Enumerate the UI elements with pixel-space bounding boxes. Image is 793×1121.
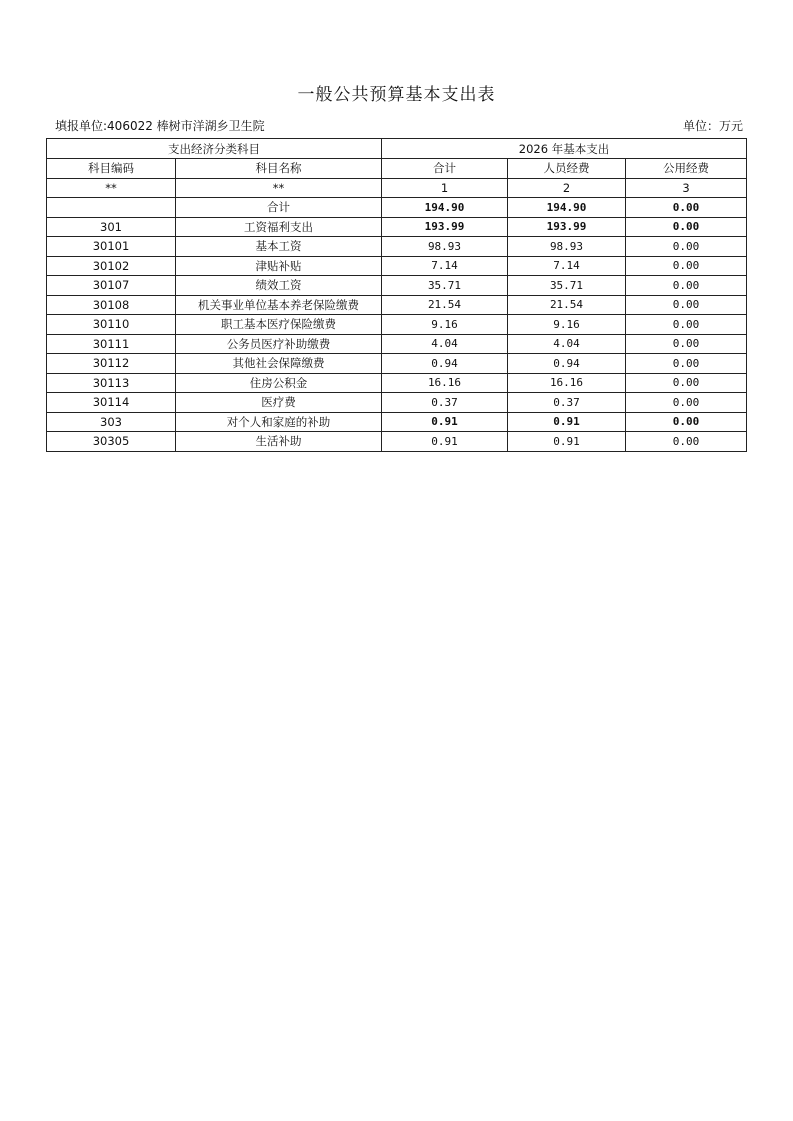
cell-personnel: 21.54 xyxy=(508,295,626,315)
cell-personnel: 16.16 xyxy=(508,373,626,393)
budget-table xyxy=(46,138,747,452)
cell-personnel: 35.71 xyxy=(508,276,626,296)
cell-total: 193.99 xyxy=(382,217,508,237)
cell-public: 0.00 xyxy=(626,295,747,315)
cell-total: 21.54 xyxy=(382,295,508,315)
cell-code: 30101 xyxy=(47,237,176,257)
cell-total: 7.14 xyxy=(382,256,508,276)
table-row xyxy=(47,412,747,432)
column-header-total: 合计 xyxy=(382,159,508,179)
cell-public: 0.00 xyxy=(626,334,747,354)
cell-public: 0.00 xyxy=(626,373,747,393)
cell-total: 4.04 xyxy=(382,334,508,354)
cell-code: 30112 xyxy=(47,354,176,374)
table-row xyxy=(47,373,747,393)
table-row xyxy=(47,256,747,276)
table-row xyxy=(47,354,747,374)
cell-personnel: 4.04 xyxy=(508,334,626,354)
cell-name: 其他社会保障缴费 xyxy=(176,354,382,374)
page-title: 一般公共预算基本支出表 xyxy=(297,85,496,105)
column-header-name: 科目名称 xyxy=(176,159,382,179)
cell-personnel: 7.14 xyxy=(508,256,626,276)
group-header-basic-expenditure: 2026 年基本支出 xyxy=(382,139,747,159)
index-name: ** xyxy=(176,178,382,198)
table-row xyxy=(47,237,747,257)
cell-total: 194.90 xyxy=(382,198,508,218)
cell-personnel: 0.91 xyxy=(508,432,626,452)
reporting-unit: 填报单位:406022 棒树市洋湖乡卫生院 xyxy=(55,119,265,133)
cell-code: 30114 xyxy=(47,393,176,413)
currency-unit: 单位：万元 xyxy=(682,119,743,133)
column-header-personnel: 人员经费 xyxy=(508,159,626,179)
cell-name: 工资福利支出 xyxy=(176,217,382,237)
cell-name: 公务员医疗补助缴费 xyxy=(176,334,382,354)
cell-personnel: 0.94 xyxy=(508,354,626,374)
index-total: 1 xyxy=(382,178,508,198)
cell-code: 301 xyxy=(47,217,176,237)
cell-public: 0.00 xyxy=(626,276,747,296)
cell-name: 基本工资 xyxy=(176,237,382,257)
cell-code: 30107 xyxy=(47,276,176,296)
cell-total: 0.94 xyxy=(382,354,508,374)
cell-name: 生活补助 xyxy=(176,432,382,452)
group-header-classification: 支出经济分类科目 xyxy=(47,139,382,159)
report-meta xyxy=(55,117,743,134)
cell-public: 0.00 xyxy=(626,198,747,218)
table-row xyxy=(47,198,747,218)
cell-code: 30110 xyxy=(47,315,176,335)
cell-personnel: 9.16 xyxy=(508,315,626,335)
cell-total: 0.91 xyxy=(382,432,508,452)
cell-public: 0.00 xyxy=(626,432,747,452)
index-personnel: 2 xyxy=(508,178,626,198)
cell-code xyxy=(47,198,176,218)
cell-public: 0.00 xyxy=(626,237,747,257)
cell-name: 职工基本医疗保险缴费 xyxy=(176,315,382,335)
cell-public: 0.00 xyxy=(626,217,747,237)
cell-personnel: 0.91 xyxy=(508,412,626,432)
table-row xyxy=(47,217,747,237)
cell-personnel: 0.37 xyxy=(508,393,626,413)
index-public: 3 xyxy=(626,178,747,198)
table-row xyxy=(47,276,747,296)
cell-total: 98.93 xyxy=(382,237,508,257)
cell-personnel: 98.93 xyxy=(508,237,626,257)
header-column-row xyxy=(47,159,747,179)
cell-total: 0.91 xyxy=(382,412,508,432)
cell-code: 30111 xyxy=(47,334,176,354)
cell-code: 30108 xyxy=(47,295,176,315)
cell-public: 0.00 xyxy=(626,256,747,276)
cell-code: 30102 xyxy=(47,256,176,276)
column-header-code: 科目编码 xyxy=(47,159,176,179)
cell-personnel: 194.90 xyxy=(508,198,626,218)
cell-public: 0.00 xyxy=(626,354,747,374)
cell-total: 35.71 xyxy=(382,276,508,296)
table-row xyxy=(47,315,747,335)
cell-public: 0.00 xyxy=(626,412,747,432)
table-row xyxy=(47,334,747,354)
table-row xyxy=(47,295,747,315)
table-row xyxy=(47,432,747,452)
cell-code: 30305 xyxy=(47,432,176,452)
index-code: ** xyxy=(47,178,176,198)
column-header-public: 公用经费 xyxy=(626,159,747,179)
cell-public: 0.00 xyxy=(626,315,747,335)
cell-name: 对个人和家庭的补助 xyxy=(176,412,382,432)
header-group-row xyxy=(47,139,747,159)
cell-total: 9.16 xyxy=(382,315,508,335)
cell-public: 0.00 xyxy=(626,393,747,413)
index-row xyxy=(47,178,747,198)
cell-name: 合计 xyxy=(176,198,382,218)
cell-name: 医疗费 xyxy=(176,393,382,413)
cell-personnel: 193.99 xyxy=(508,217,626,237)
cell-name: 住房公积金 xyxy=(176,373,382,393)
table-row xyxy=(47,393,747,413)
cell-code: 30113 xyxy=(47,373,176,393)
cell-total: 16.16 xyxy=(382,373,508,393)
cell-code: 303 xyxy=(47,412,176,432)
cell-name: 机关事业单位基本养老保险缴费 xyxy=(176,295,382,315)
cell-name: 绩效工资 xyxy=(176,276,382,296)
cell-name: 津贴补贴 xyxy=(176,256,382,276)
cell-total: 0.37 xyxy=(382,393,508,413)
